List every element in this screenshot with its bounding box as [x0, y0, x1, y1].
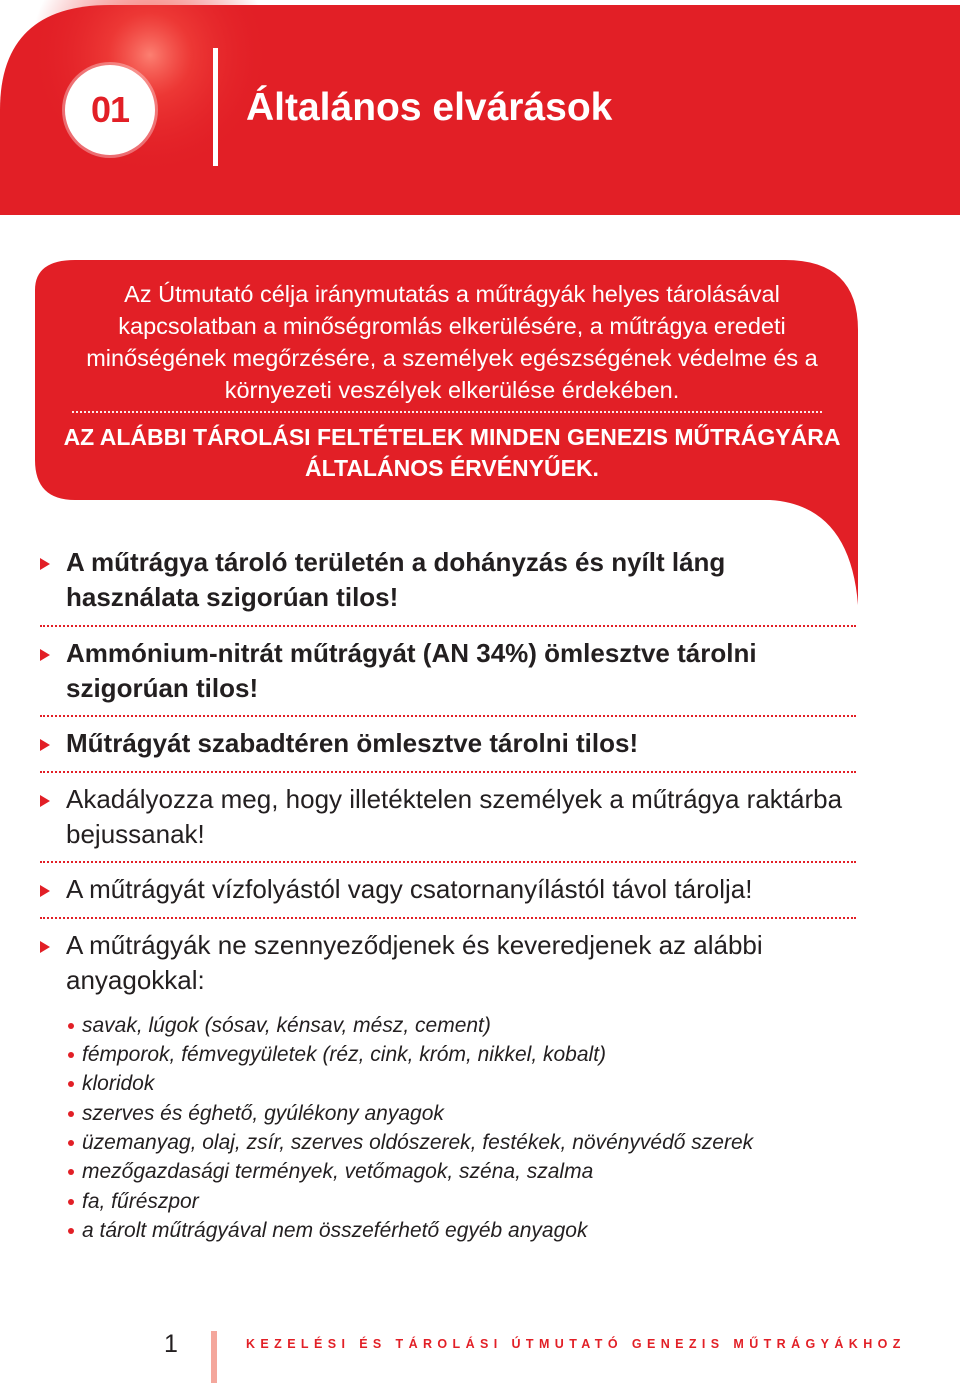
substance-text: üzemanyag, olaj, zsír, szerves oldószerek, festékek, növényvédő szerek [82, 1131, 754, 1154]
triangle-bullet-icon [40, 795, 50, 807]
rule-separator [40, 861, 856, 863]
bullet-dot-icon [68, 1199, 74, 1205]
footer-divider [211, 1331, 217, 1383]
triangle-bullet-icon [40, 885, 50, 897]
section-number: 01 [90, 89, 130, 130]
rule-text: A műtrágyát vízfolyástól vagy csatornanyílástól távol tárolja! [66, 874, 753, 904]
intro-note: AZ ALÁBBI TÁROLÁSI FELTÉTELEK MINDEN GENEZIS MŰTRÁGYÁRA ÁLTALÁNOS ÉRVÉNYŰEK. [63, 424, 841, 481]
rule-text: A műtrágya tároló területén a dohányzás és nyílt láng használata szigorúan tilos! [66, 547, 726, 612]
rule-text: A műtrágyák ne szennyeződjenek és keveredjenek az alábbi anyagokkal: [66, 930, 763, 995]
section-number-badge [65, 65, 155, 155]
rule-separator [40, 715, 856, 717]
bullet-dot-icon [68, 1081, 74, 1087]
page-title: Általános elvárások [246, 86, 613, 129]
bullet-dot-icon [68, 1140, 74, 1146]
triangle-bullet-icon [40, 558, 50, 570]
rule-text: Akadályozza meg, hogy illetéktelen személyek a műtrágya raktárba bejussanak! [66, 784, 843, 849]
bullet-dot-icon [68, 1023, 74, 1029]
triangle-bullet-icon [40, 739, 50, 751]
intro-text: Az Útmutató célja iránymutatás a műtrágyák helyes tárolásával kapcsolatban a minőségromlás elkerülésére, a műtrágya eredeti minőségének megőrzésére, a személyek egészségének védelme és a környezeti veszélyek elkerülése érdekében. [86, 281, 818, 403]
substance-text: savak, lúgok (sósav, kénsav, mész, cement) [82, 1014, 491, 1037]
header-divider [213, 48, 218, 166]
intro-separator [72, 411, 822, 413]
substance-text: szerves és éghető, gyúlékony anyagok [82, 1102, 444, 1125]
substance-text: fémporok, fémvegyületek (réz, cink, króm, nikkel, kobalt) [82, 1043, 607, 1066]
bullet-dot-icon [68, 1052, 74, 1058]
rule-separator [40, 625, 856, 627]
triangle-bullet-icon [40, 941, 50, 953]
rule-separator [40, 917, 856, 919]
substance-text: fa, fűrészpor [82, 1190, 199, 1213]
substance-text: kloridok [82, 1072, 155, 1095]
page-number: 1 [164, 1330, 178, 1358]
rule-separator [40, 771, 856, 773]
rule-text: Ammónium-nitrát műtrágyát (AN 34%) ömlesztve tárolni szigorúan tilos! [66, 638, 757, 703]
substance-text: mezőgazdasági termények, vetőmagok, széna, szalma [82, 1160, 594, 1183]
bullet-dot-icon [68, 1169, 74, 1175]
bullet-dot-icon [68, 1111, 74, 1117]
footer-title: KEZELÉSI ÉS TÁROLÁSI ÚTMUTATÓ GENEZIS MŰTRÁGYÁKHOZ [246, 1337, 906, 1351]
rule-text: Műtrágyát szabadtéren ömlesztve tárolni tilos! [66, 728, 639, 758]
triangle-bullet-icon [40, 649, 50, 661]
bullet-dot-icon [68, 1228, 74, 1234]
substance-text: a tárolt műtrágyával nem összeférhető egyéb anyagok [82, 1219, 588, 1242]
